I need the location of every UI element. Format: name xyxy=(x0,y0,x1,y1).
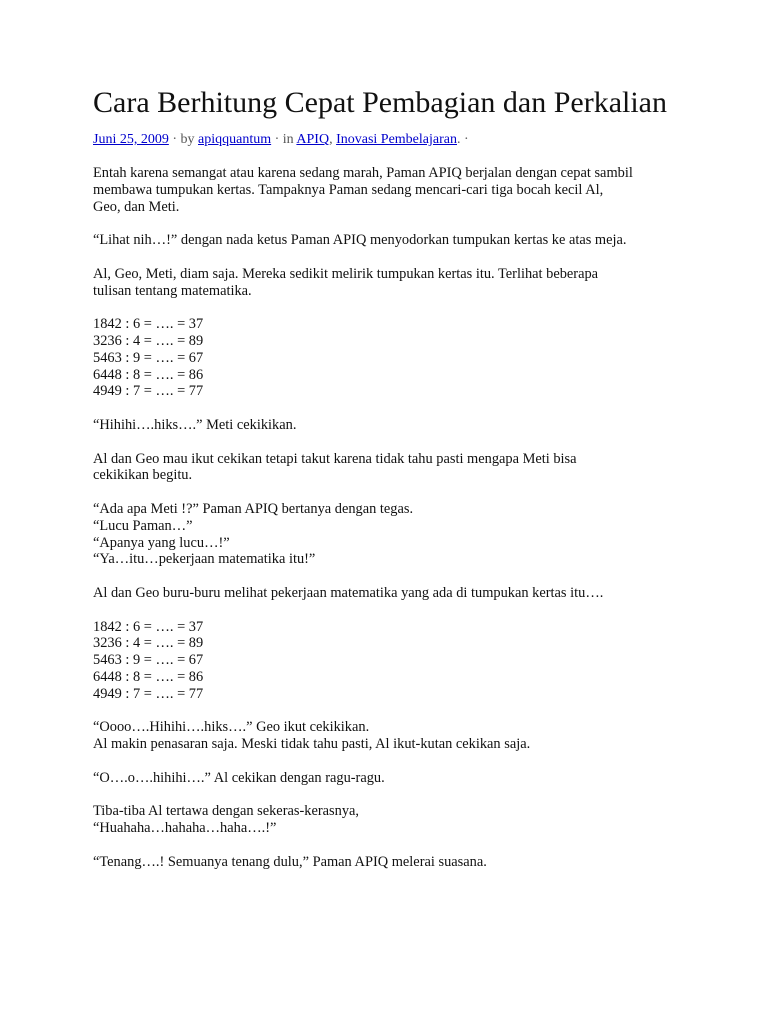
text-line: “Oooo….Hihihi….hiks….” Geo ikut cekikikan. xyxy=(93,719,370,736)
meta-separator-comma: , xyxy=(329,132,337,147)
text-line: 4949 : 7 = …. = 77 xyxy=(93,383,204,400)
post-meta xyxy=(93,131,693,148)
text-line: “Hihihi….hiks….” Meti cekikikan. xyxy=(93,416,297,433)
text-line: Tiba-tiba Al tertawa dengan sekeras-kerasnya, xyxy=(93,803,360,820)
text-line: “Apanya yang lucu…!” xyxy=(93,534,230,551)
text-line: “Lucu Paman…” xyxy=(93,517,193,534)
text-line: Geo, dan Meti. xyxy=(93,198,180,215)
paragraph xyxy=(93,719,693,753)
text-line: 4949 : 7 = …. = 77 xyxy=(93,685,204,702)
text-line: 5463 : 9 = …. = 67 xyxy=(93,652,204,669)
paragraph xyxy=(93,803,693,837)
author-link[interactable]: apiqquantum xyxy=(198,132,272,147)
text-line: “O….o….hihihi….” Al cekikan dengan ragu-ragu. xyxy=(93,769,385,786)
article-body xyxy=(93,165,693,870)
post-date-link[interactable]: Juni 25, 2009 xyxy=(93,132,169,147)
paragraph xyxy=(93,417,693,434)
paragraph xyxy=(93,501,693,568)
text-line: Al, Geo, Meti, diam saja. Mereka sedikit melirik tumpukan kertas itu. Terlihat beberapa xyxy=(93,265,599,282)
text-line: 5463 : 9 = …. = 67 xyxy=(93,349,204,366)
paragraph xyxy=(93,316,693,400)
text-line: Entah karena semangat atau karena sedang marah, Paman APIQ berjalan dengan cepat sambil xyxy=(93,165,633,181)
paragraph xyxy=(93,619,693,703)
text-line: membawa tumpukan kertas. Tampaknya Paman sedang mencari-cari tiga bocah kecil Al, xyxy=(93,181,604,198)
text-line: Al dan Geo buru-buru melihat pekerjaan matematika yang ada di tumpukan kertas itu…. xyxy=(93,584,604,601)
text-line: “Lihat nih…!” dengan nada ketus Paman APIQ menyodorkan tumpukan kertas ke atas meja. xyxy=(93,232,627,249)
text-line: tulisan tentang matematika. xyxy=(93,282,252,299)
paragraph xyxy=(93,770,693,787)
text-line: cekikikan begitu. xyxy=(93,467,193,484)
text-line: 1842 : 6 = …. = 37 xyxy=(93,618,204,635)
paragraph xyxy=(93,854,693,871)
text-line: “Ada apa Meti !?” Paman APIQ bertanya dengan tegas. xyxy=(93,500,414,517)
paragraph xyxy=(93,165,693,215)
article xyxy=(93,86,693,887)
text-line: 6448 : 8 = …. = 86 xyxy=(93,366,204,383)
paragraph xyxy=(93,585,693,602)
meta-separator-end: . · xyxy=(456,132,469,147)
article-title: Cara Berhitung Cepat Pembagian dan Perkalian xyxy=(93,86,667,119)
text-line: “Ya…itu…pekerjaan matematika itu!” xyxy=(93,551,316,568)
text-line: “Huahaha…hahaha…haha….!” xyxy=(93,820,277,837)
paragraph xyxy=(93,232,693,249)
text-line: 3236 : 4 = …. = 89 xyxy=(93,332,204,349)
meta-separator-in: · in xyxy=(271,132,297,147)
text-line: Al makin penasaran saja. Meski tidak tahu pasti, Al ikut-kutan cekikan saja. xyxy=(93,736,531,753)
text-line: 6448 : 8 = …. = 86 xyxy=(93,668,204,685)
text-line: “Tenang….! Semuanya tenang dulu,” Paman APIQ melerai suasana. xyxy=(93,853,487,870)
text-line: Al dan Geo mau ikut cekikan tetapi takut karena tidak tahu pasti mengapa Meti bisa xyxy=(93,450,577,467)
text-line: 3236 : 4 = …. = 89 xyxy=(93,635,204,652)
category-link-apiq[interactable]: APIQ xyxy=(296,132,330,147)
meta-separator-by: · by xyxy=(168,132,199,147)
category-link-inovasi[interactable]: Inovasi Pembelajaran xyxy=(336,132,457,147)
text-line: 1842 : 6 = …. = 37 xyxy=(93,316,204,333)
paragraph xyxy=(93,266,693,300)
paragraph xyxy=(93,451,693,485)
